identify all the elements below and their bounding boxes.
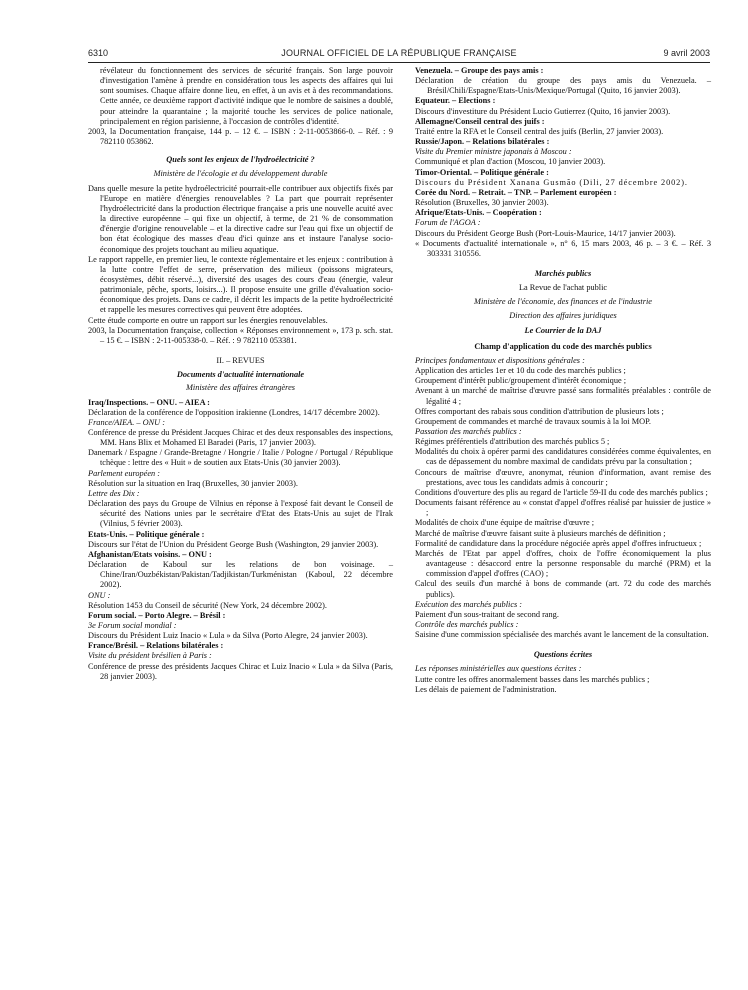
dossier-title: Champ d'application du code des marchés publics xyxy=(474,341,652,351)
entry-text: Conférence de presse des présidents Jacques Chirac et Luiz Inacio « Lula » da Silva (Paris, 28 janvier 2003). xyxy=(88,661,393,681)
entry-text: Discours du Président Xanana Gusmão (Dili, 27 décembre 2002). xyxy=(415,177,688,187)
list-item: Application des articles 1er et 10 du code des marchés publics ; xyxy=(415,366,626,376)
paragraph: révélateur du fonctionnement des services de sécurité français. Son large pouvoir d'investigation l'amène à prendre en considération tous les aspects des affaires qui lui sont soumises. Chaque affaire donne lieu, en effet, à un avis et à des recommandations. Cette année, ce deuxième rapport d'activité indique que le nombre de saisines a doublé, pour atteindre la quarantaine ; la majorité touche les services de police nationale, principalement en région parisienne, à l'occasion de contrôles d'identité. xyxy=(100,66,393,126)
list-item: Modalités du choix à opérer parmi des candidatures considérées comme équivalentes, en cas de dépassement du nombre maximal de candidats prévu par la consultation ; xyxy=(415,447,711,467)
entry-heading: Etats-Unis. – Politique générale : xyxy=(88,529,205,539)
entry-subheading: Visite du président brésilien à Paris : xyxy=(88,651,212,661)
list-item: Groupement d'intérêt public/groupement d'intérêt économique ; xyxy=(415,376,627,386)
entry-text: Déclaration de création du groupe des pays amis du Venezuela. – Brésil/Chili/Espagne/Etats-Unis/Mexique/Portugal (Quito, 16 janvier 2003). xyxy=(415,76,711,96)
entry-text: Déclaration des pays du Groupe de Vilnius en réponse à l'exposé fait devant le Conseil de sécurité des Nations unies par le secrétaire d'Etat des Etats-Unis au sujet de l'Irak (Vilnius, 5 février 2003). xyxy=(88,499,393,529)
list-item: Lutte contre les offres anormalement basses dans les marchés publics ; xyxy=(415,674,650,684)
topic-heading: Principes fondamentaux et dispositions générales : xyxy=(415,355,585,365)
list-item: Marché de maîtrise d'œuvre faisant suite à plusieurs marchés de définition ; xyxy=(415,528,666,538)
entry-text: Discours d'investiture du Président Lucio Gutierrez (Quito, 16 janvier 2003). xyxy=(415,106,671,116)
entry-heading: ONU : xyxy=(88,590,111,600)
list-item: Marchés de l'Etat par appel d'offres, choix de l'offre économiquement la plus avantageuse : désaccord entre la personne responsable du marché (PRM) et la commission d'appel d'offres (CAO) ; xyxy=(415,548,711,579)
paragraph: Cette étude comporte en outre un rapport sur les énergies renouvelables. xyxy=(88,315,328,325)
list-item: Documents faisant référence au « constat d'appel d'offres réalisé par huissier de justice » ; xyxy=(415,498,711,518)
entry-text: Déclaration de la conférence de l'opposition irakienne (Londres, 14/17 décembre 2002). xyxy=(88,407,380,417)
ministry: Ministère des affaires étrangères xyxy=(186,383,295,393)
list-item: Paiement d'un sous-traitant de second rang. xyxy=(415,609,559,619)
topic-heading: Les réponses ministérielles aux questions écrites : xyxy=(415,664,582,674)
paragraph: Dans quelle mesure la petite hydroélectricité pourrait-elle contribuer aux objectifs fixés par l'Europe en matière d'énergies renouvelables ? La part que pourrait représenter l'hydroélectricité dans la production électrique française a pris une nouvelle acuité avec la directive européenne – qui fixe un objectif, à terme, de 21 % de consommation d'énergie d'origine renouvelable – et la directive cadre sur l'eau qui fixe un objectif de bon état écologique des masses d'eau d'ici quinze ans et instaure l'analyse socio-économique des projets touchant au milieu aquatique. xyxy=(88,183,393,254)
entry-text: Résolution 1453 du Conseil de sécurité (New York, 24 décembre 2002). xyxy=(88,600,327,610)
issue-date: 9 avril 2003 xyxy=(663,48,710,58)
entry-text: Discours du Président George Bush (Port-Louis-Maurice, 14/17 janvier 2003). xyxy=(415,228,676,238)
list-item: Conditions d'ouverture des plis au regard de l'article 59-II du code des marchés publics ; xyxy=(415,487,708,497)
entry-subheading: 3e Forum social mondial : xyxy=(88,620,177,630)
entry-heading: Allemagne/Conseil central des juifs : xyxy=(415,116,545,126)
entry-heading: Lettre des Dix : xyxy=(88,488,140,498)
publication-name: Le Courrier de la DAJ xyxy=(524,325,602,335)
ministry: Ministère de l'économie, des finances et de l'industrie xyxy=(474,297,652,307)
journal-title: JOURNAL OFFICIEL DE LA RÉPUBLIQUE FRANÇAISE xyxy=(281,48,517,58)
entry-heading: France/AIEA. – ONU : xyxy=(88,417,165,427)
entry-heading: France/Brésil. – Relations bilatérales : xyxy=(88,641,224,651)
review-name: La Revue de l'achat public xyxy=(518,283,608,293)
list-item: Les délais de paiement de l'administration. xyxy=(415,684,557,694)
entry-heading: Afrique/Etats-Unis. – Coopération : xyxy=(415,208,542,218)
entry-text: Conférence de presse du Président Jacques Chirac et des deux responsables des inspections, MM. Hans Blix et Mohamed El Baradei (Paris, 17 janvier 2003). xyxy=(88,428,393,448)
topic-heading: Exécution des marchés publics : xyxy=(415,599,523,609)
entry-text: Discours sur l'état de l'Union du Président George Bush (Washington, 29 janvier 2003). xyxy=(88,539,379,549)
entry-heading: Iraq/Inspections. – ONU. – AIEA : xyxy=(88,397,210,407)
list-item: Formalité de candidature dans la procédure négociée après appel d'offres infructueux ; xyxy=(415,538,702,548)
page-number: 6310 xyxy=(88,48,109,58)
entry-text: Discours du Président Luiz Inacio « Lula » da Silva (Porto Alegre, 24 janvier 2003). xyxy=(88,631,368,641)
right-column xyxy=(415,66,711,695)
direction: Direction des affaires juridiques xyxy=(509,311,617,321)
entry-text: Danemark / Espagne / Grande-Bretagne / Hongrie / Italie / Pologne / Portugal / République tchèque : lettre des « Huit » de soutien aux Etats-Unis (30 janvier 2003). xyxy=(88,448,393,468)
review-title: Documents d'actualité internationale xyxy=(176,370,305,380)
list-item: Régimes préférentiels d'attribution des marchés publics 5 ; xyxy=(415,437,610,447)
left-column xyxy=(88,66,393,682)
reference: 2003, la Documentation française, 144 p. – 12 €. – ISBN : 2-11-0053866-0. – Réf. : 9 782110 053862. xyxy=(88,126,393,147)
list-item: Groupement de commandes et marché de travaux soumis à la loi MOP. xyxy=(415,416,651,426)
review-title: Marchés publics xyxy=(534,268,592,278)
section-heading: II. – REVUES xyxy=(216,356,265,366)
topic-heading: Passation des marchés publics : xyxy=(415,427,522,436)
entry-text: Communiqué et plan d'action (Moscou, 10 janvier 2003). xyxy=(415,157,606,167)
list-item: Calcul des seuils d'un marché à bons de commande (art. 72 du code des marchés publics). xyxy=(415,579,711,599)
list-item: Modalités de choix d'une équipe de maîtrise d'œuvre ; xyxy=(415,518,595,528)
entry-heading: Russie/Japon. – Relations bilatérales : xyxy=(415,137,550,147)
paragraph: Le rapport rappelle, en premier lieu, le contexte réglementaire et les enjeux : contribution à la lutte contre l'effet de serre, préservation des milieux (poissons migrateurs, écosystèmes, débit réservé...), diversité des usages des cours d'eau (énergie, valeur patrimoniale, pêche, sports, loisirs...). Il propose ensuite une grille d'évaluation socio-économique des projets. Dans ce cadre, il décrit les impacts de la petite hydroélectricité et rappelle les mesures correctives qui peuvent être adoptées. xyxy=(88,254,393,315)
reference: 2003, la Documentation française, collection « Réponses environnement », 173 p. sch. stat. – 15 €. – ISBN : 2-11-005338-0. – Réf. : 9 782110 053381. xyxy=(88,325,393,345)
ministry: Ministère de l'écologie et du développement durable xyxy=(153,169,328,179)
entry-subheading: Visite du Premier ministre japonais à Moscou : xyxy=(415,147,572,157)
entry-heading: Parlement européen : xyxy=(88,468,161,478)
list-item: Concours de maîtrise d'œuvre, anonymat, réunion d'information, avant remise des prestations, avec tous les candidats admis à concourir ; xyxy=(415,467,711,487)
topic-heading: Contrôle des marchés publics : xyxy=(415,619,519,629)
entry-text: Déclaration de Kaboul sur les relations de bon voisinage. – Chine/Iran/Ouzbékistan/Pakistan/Tadjikistan/Turkménistan (Kaboul, 22 décembre 2002). xyxy=(88,560,393,590)
list-item: Offres comportant des rabais sous condition d'attribution de plusieurs lots ; xyxy=(415,406,664,416)
entry-heading: Forum social. – Porto Alegre. – Brésil : xyxy=(88,610,226,620)
entry-text: Résolution (Bruxelles, 30 janvier 2003). xyxy=(415,198,549,208)
entry-heading: Equateur. – Elections : xyxy=(415,96,496,106)
section-title: Questions écrites xyxy=(533,650,593,660)
entry-text: Traité entre la RFA et le Conseil central des juifs (Berlin, 27 janvier 2003). xyxy=(415,126,664,136)
entry-text: Résolution sur la situation en Iraq (Bruxelles, 30 janvier 2003). xyxy=(88,478,298,488)
reference: « Documents d'actualité internationale », n° 6, 15 mars 2003, 46 p. – 3 €. – Réf. 3 303331 310556. xyxy=(415,238,711,258)
article-title: Quels sont les enjeux de l'hydroélectricité ? xyxy=(166,155,315,165)
list-item: Saisine d'une commission spécialisée des marchés avant le lancement de la consultation. xyxy=(415,630,709,640)
running-header xyxy=(88,48,710,63)
list-item: Avenant à un marché de maîtrise d'œuvre passé sans formalités préalables : contrôle de légalité 4 ; xyxy=(415,386,711,406)
entry-subheading: Forum de l'AGOA : xyxy=(415,218,481,228)
entry-heading: Timor-Oriental. – Politique générale : xyxy=(415,167,549,177)
entry-heading: Venezuela. – Groupe des pays amis : xyxy=(415,66,544,75)
entry-heading: Corée du Nord. – Retrait. – TNP. – Parlement européen : xyxy=(415,187,617,197)
entry-heading: Afghanistan/Etats voisins. – ONU : xyxy=(88,549,212,559)
